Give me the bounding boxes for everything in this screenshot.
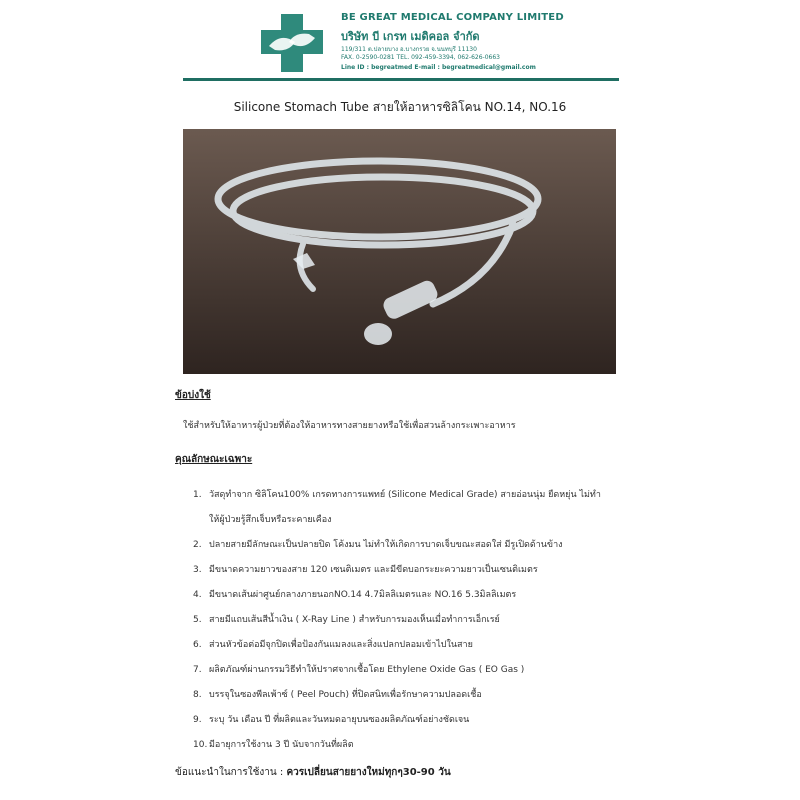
feature-text: บรรจุในซองพีลเพ้าซ์ ( Peel Pouch) ที่ปิดสนิทเพื่อรักษาความปลอดเชื้อ — [209, 690, 482, 700]
feature-item-9 — [193, 712, 469, 726]
usage-text: ใช้สำหรับให้อาหารผู้ป่วยที่ต้องให้อาหารทางสายยางหรือใช้เพื่อสวนล้างกระเพาะอาหาร — [183, 421, 516, 431]
feature-text: ระบุ วัน เดือน ปี ที่ผลิตและวันหมดอายุบนซองผลิตภัณฑ์อย่างชัดเจน — [209, 715, 470, 725]
feature-number: 5. — [193, 615, 202, 625]
feature-text: มีขนาดเส้นผ่าศูนย์กลางภายนอกNO.14 4.7มิลลิเมตรและ NO.16 5.3มิลลิเมตร — [209, 590, 517, 600]
feature-number: 9. — [193, 715, 202, 725]
feature-item-4 — [193, 587, 516, 601]
feature-item-7 — [193, 662, 524, 676]
stomach-tube-photo-icon — [183, 129, 616, 374]
company-address: 119/311 ต.ปลายบาง อ.บางกรวย จ.นนทบุรี 11130 — [341, 46, 477, 53]
advice-label: ข้อแนะนำในการใช้งาน : — [175, 767, 284, 778]
features-heading: คุณลักษณะเฉพาะ — [175, 454, 253, 465]
feature-text: ส่วนหัวข้อต่อมีจุกปิดเพื่อป้องกันแมลงและสิ่งแปลกปลอมเข้าไปในสาย — [209, 640, 473, 650]
feature-text: สายมีแถบเส้นสีน้ำเงิน ( X-Ray Line ) สำหรับการมองเห็นเมื่อทำการเอ็กเรย์ — [209, 615, 500, 625]
feature-item-3 — [193, 562, 538, 576]
advice-value: ควรเปลี่ยนสายยางใหม่ทุกๆ30-90 วัน — [286, 767, 451, 778]
company-name-th: บริษัท บี เกรท เมดิคอล จำกัด — [341, 30, 480, 43]
feature-number: 3. — [193, 565, 202, 575]
feature-item-10 — [193, 737, 354, 751]
feature-text: ปลายสายมีลักษณะเป็นปลายปิด โค้งมน ไม่ทำให้เกิดการบาดเจ็บขณะสอดใส่ มีรูเปิดด้านข้าง — [209, 540, 563, 550]
feature-text: มีขนาดความยาวของสาย 120 เซนติเมตร และมีขีดบอกระยะความยาวเป็นเซนติเมตร — [209, 565, 538, 575]
medical-cross-logo-icon — [259, 12, 325, 74]
feature-number: 1. — [193, 490, 202, 500]
feature-text: ผลิตภัณฑ์ผ่านกรรมวิธีทำให้ปราศจากเชื้อโดย Ethylene Oxide Gas ( EO Gas ) — [209, 665, 525, 675]
feature-number: 6. — [193, 640, 202, 650]
feature-number: 10. — [193, 740, 208, 750]
header-divider — [183, 78, 619, 81]
feature-item-2 — [193, 537, 563, 551]
company-name-en: BE GREAT MEDICAL COMPANY LIMITED — [341, 12, 564, 23]
feature-item-1 — [193, 487, 601, 501]
feature-item-5 — [193, 612, 500, 626]
letterhead — [183, 8, 619, 82]
product-photo — [183, 129, 616, 374]
company-contact: Line ID : begreatmed E-mail : begreatmedical@gmail.com — [341, 64, 536, 71]
usage-advice — [175, 765, 451, 780]
feature-number: 8. — [193, 690, 202, 700]
usage-heading: ข้อบ่งใช้ — [175, 390, 211, 401]
product-title: Silicone Stomach Tube สายให้อาหารซิลิโคน NO.14, NO.16 — [233, 100, 567, 114]
feature-number: 4. — [193, 590, 202, 600]
feature-number: 2. — [193, 540, 202, 550]
feature-number: 7. — [193, 665, 202, 675]
feature-item-6 — [193, 637, 473, 651]
feature-item-1-cont: ให้ผู้ป่วยรู้สึกเจ็บหรือระคายเคือง — [209, 515, 332, 525]
company-phone: FAX. 0-2590-0281 TEL. 092-459-3394, 062-626-0663 — [341, 54, 500, 61]
feature-text: มีอายุการใช้งาน 3 ปี นับจากวันที่ผลิต — [209, 740, 354, 750]
feature-text: วัสดุทำจาก ซิลิโคน100% เกรดทางการแพทย์ (Silicone Medical Grade) สายอ่อนนุ่ม ยืดหยุ่น ไม่ทำ — [209, 490, 601, 500]
feature-item-8 — [193, 687, 482, 701]
